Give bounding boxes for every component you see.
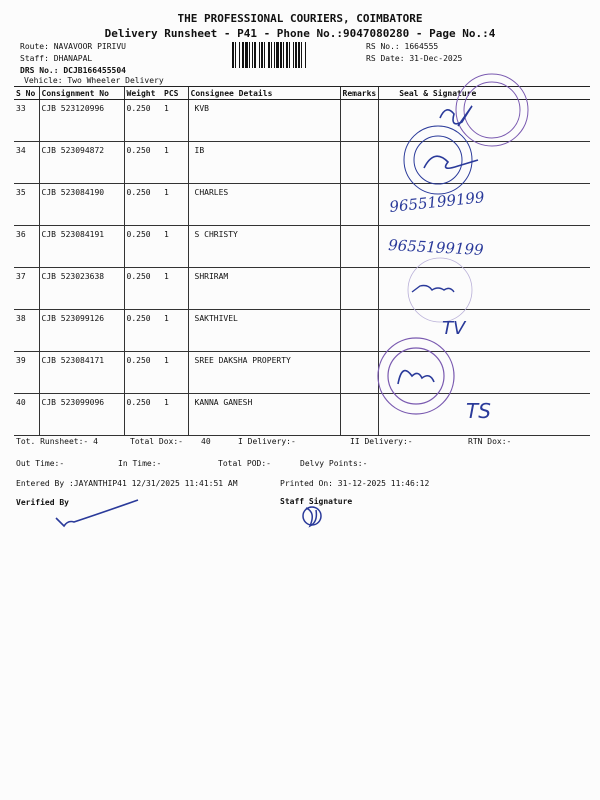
cell-consignee: KVB — [188, 100, 340, 142]
cell-consignee: S CHRISTY — [188, 226, 340, 268]
cell-pcs: 1 — [162, 184, 188, 226]
cell-consignment-no: CJB 523084171 — [39, 352, 124, 394]
col-header-consignment: Consignment No — [39, 87, 124, 100]
col-header-seal-signature: Seal & Signature — [379, 87, 590, 100]
cell-consignee: SHRIRAM — [188, 268, 340, 310]
total-dox-value: 40 — [201, 437, 211, 446]
cell-sno: 39 — [14, 352, 39, 394]
cell-consignment-no: CJB 523099126 — [39, 310, 124, 352]
cell-pcs: 1 — [162, 226, 188, 268]
cell-pcs: 1 — [162, 142, 188, 184]
col-header-consignee: Consignee Details — [188, 87, 340, 100]
signature-mark-icon — [424, 156, 478, 168]
cell-consignee: CHARLES — [188, 184, 340, 226]
cell-sno: 38 — [14, 310, 39, 352]
handwritten-phone: 9655199199 — [387, 236, 485, 259]
cell-weight: 0.250 — [124, 142, 162, 184]
cell-consignee: KANNA GANESH — [188, 394, 340, 436]
vehicle: Vehicle: Two Wheeler Delivery — [24, 76, 164, 85]
cell-sno: 34 — [14, 142, 39, 184]
round-stamp-icon — [456, 74, 528, 146]
cell-weight: 0.250 — [124, 226, 162, 268]
handwritten-phone: 9655199199 — [388, 188, 486, 216]
cell-consignment-no: CJB 523099096 — [39, 394, 124, 436]
cell-weight: 0.250 — [124, 184, 162, 226]
cell-pcs: 1 — [162, 394, 188, 436]
cell-pcs: 1 — [162, 352, 188, 394]
cell-weight: 0.250 — [124, 310, 162, 352]
cell-consignment-no: CJB 523094872 — [39, 142, 124, 184]
cell-consignee: IB — [188, 142, 340, 184]
delvy-points: Delvy Points:- — [300, 459, 368, 468]
cell-pcs: 1 — [162, 310, 188, 352]
cell-sno: 37 — [14, 268, 39, 310]
company-name: THE PROFESSIONAL COURIERS, COIMBATORE — [177, 12, 423, 25]
property-stamp-icon — [378, 338, 454, 414]
signature-mark-icon — [412, 286, 454, 293]
handwritten-initials: TV — [442, 318, 466, 339]
staff: Staff: DHANAPAL — [20, 54, 93, 63]
tot-runsheet: Tot. Runsheet:- 4 — [16, 437, 98, 446]
cell-weight: 0.250 — [124, 352, 162, 394]
cell-pcs: 1 — [162, 100, 188, 142]
cell-consignment-no: CJB 523120996 — [39, 100, 124, 142]
cell-sno: 40 — [14, 394, 39, 436]
rs-number: RS No.: 1664555 — [366, 42, 439, 51]
total-dox-label: Total Dox:- — [130, 437, 183, 446]
cell-weight: 0.250 — [124, 268, 162, 310]
total-pod: Total POD:- — [218, 459, 271, 468]
col-header-pcs: PCS — [162, 87, 188, 100]
ii-delivery: II Delivery:- — [350, 437, 413, 446]
cell-pcs: 1 — [162, 268, 188, 310]
drs-number: DRS No.: DCJB166455504 — [20, 66, 126, 75]
cell-consignment-no: CJB 523084190 — [39, 184, 124, 226]
col-header-remarks: Remarks — [340, 87, 379, 100]
rs-date: RS Date: 31-Dec-2025 — [366, 54, 463, 63]
rtn-dox: RTN Dox:- — [468, 437, 512, 446]
cell-weight: 0.250 — [124, 394, 162, 436]
cell-consignee: SREE DAKSHA PROPERTY — [188, 352, 340, 394]
cell-sno: 36 — [14, 226, 39, 268]
cell-consignment-no: CJB 523084191 — [39, 226, 124, 268]
staff-signature-label: Staff Signature — [280, 497, 353, 506]
signature-mark-icon — [398, 371, 434, 384]
in-time: In Time:- — [118, 459, 162, 468]
cell-sno: 33 — [14, 100, 39, 142]
cell-consignment-no: CJB 523023638 — [39, 268, 124, 310]
verified-by: Verified By — [16, 498, 69, 507]
route: Route: NAVAVOOR PIRIVU — [20, 42, 126, 51]
faint-stamp-icon — [408, 258, 472, 322]
printed-on: Printed On: 31-12-2025 11:46:12 — [280, 479, 430, 488]
runsheet-title: Delivery Runsheet - P41 - Phone No.:9047080280 - Page No.:4 — [104, 27, 496, 40]
entered-by: Entered By :JAYANTHIP41 12/31/2025 11:41:51 AM — [16, 479, 238, 488]
col-header-weight: Weight — [124, 87, 162, 100]
bank-stamp-icon — [404, 126, 472, 194]
col-header-sno: S No — [14, 87, 39, 100]
staff-signature-icon — [303, 507, 321, 526]
handwritten-initials: TS — [466, 399, 491, 423]
out-time: Out Time:- — [16, 459, 65, 468]
cell-sno: 35 — [14, 184, 39, 226]
cell-consignee: SAKTHIVEL — [188, 310, 340, 352]
i-delivery: I Delivery:- — [238, 437, 296, 446]
cell-weight: 0.250 — [124, 100, 162, 142]
